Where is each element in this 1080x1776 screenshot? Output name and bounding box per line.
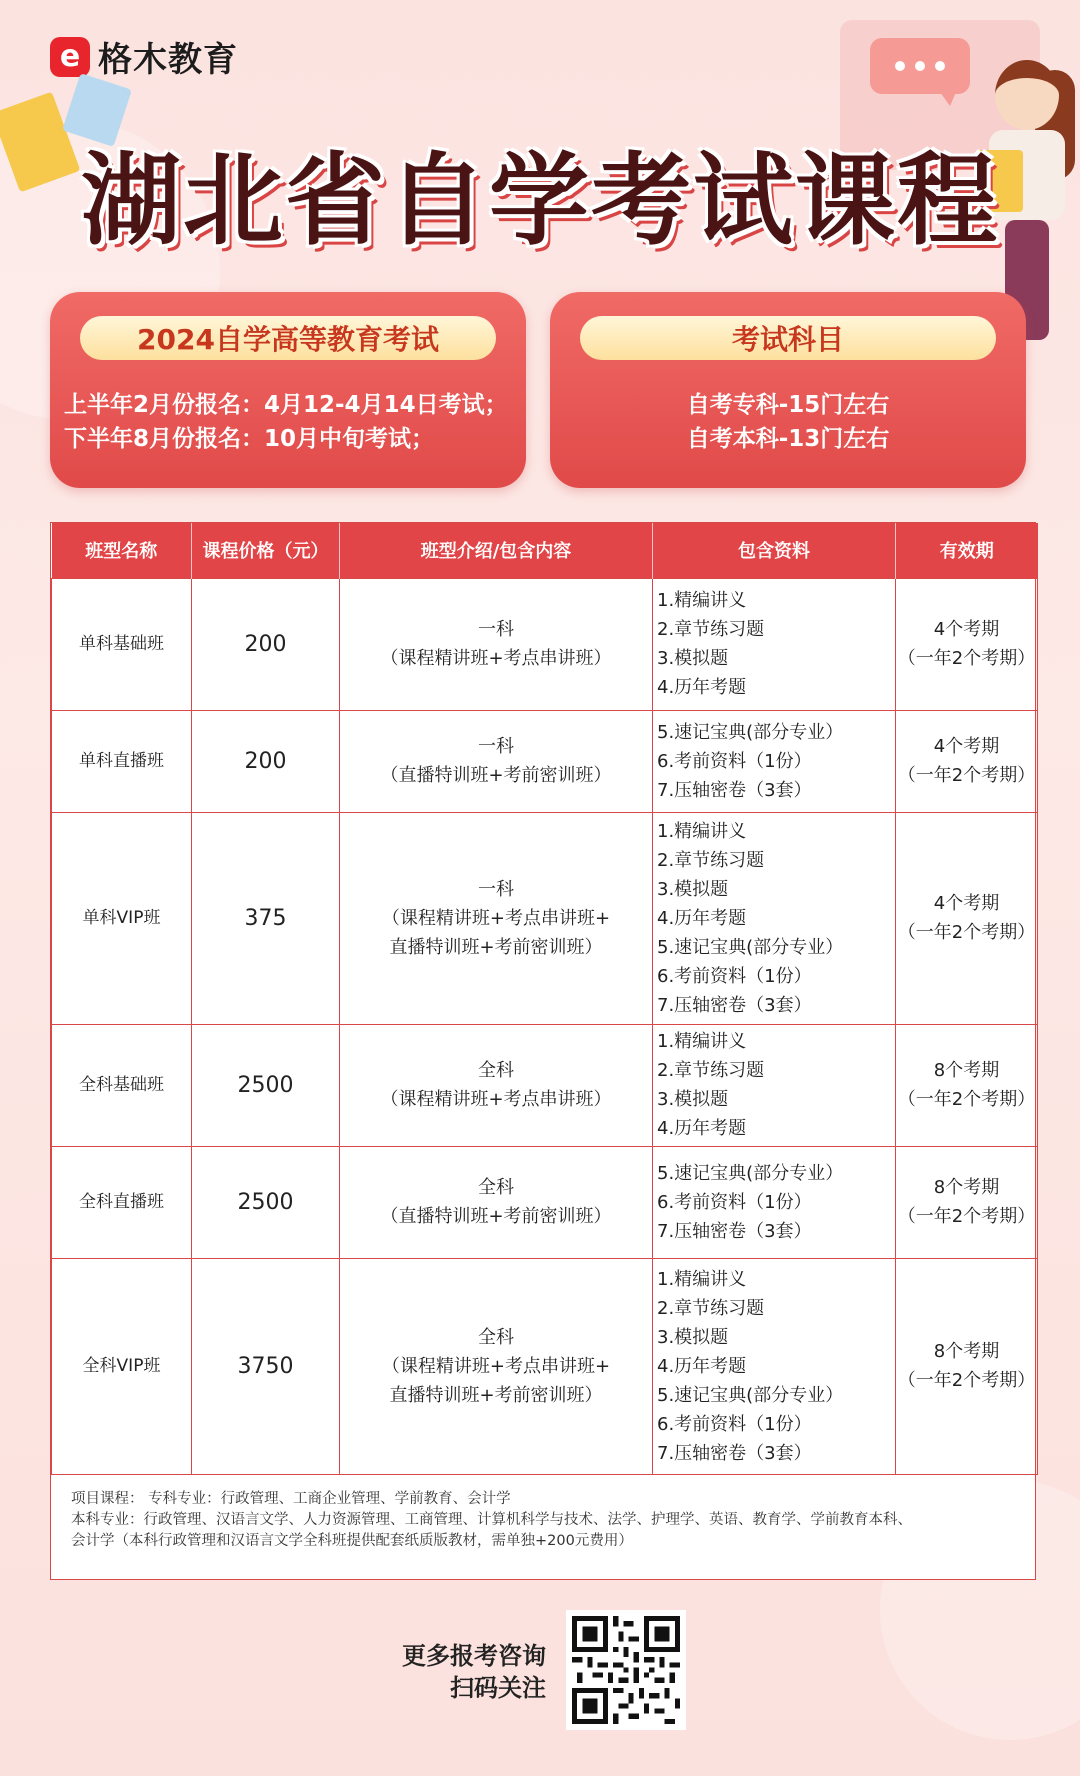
class-name: 单科直播班 — [52, 710, 192, 812]
class-description: 一科 （课程精讲班+考点串讲班+ 直播特训班+考前密训班） — [340, 812, 653, 1024]
chat-bubble-icon — [870, 38, 970, 94]
exam-subjects-card — [550, 292, 1026, 488]
table-row — [52, 1258, 1038, 1474]
class-validity: 8个考期 （一年2个考期） — [896, 1258, 1038, 1474]
class-name: 单科基础班 — [52, 578, 192, 710]
qr-code[interactable] — [566, 1610, 686, 1730]
brand-name: 格木教育 — [98, 40, 238, 80]
header-class-name: 班型名称 — [52, 523, 192, 578]
class-price: 2500 — [192, 1146, 340, 1258]
logo-icon: e — [50, 37, 90, 77]
table-header-row — [52, 523, 1038, 578]
exam-subjects-heading: 考试科目 — [580, 316, 996, 360]
table-row — [52, 1024, 1038, 1146]
class-validity: 4个考期 （一年2个考期） — [896, 578, 1038, 710]
class-price: 200 — [192, 578, 340, 710]
exam-schedule-card — [50, 292, 526, 488]
class-materials: 1.精编讲义 2.章节练习题 3.模拟题 4.历年考题 5.速记宝典(部分专业） 6.考前资料（1份） 7.压轴密卷（3套） — [653, 812, 896, 1024]
footer-scan-text: 扫码关注 — [450, 1674, 546, 1702]
header-price: 课程价格（元） — [192, 523, 340, 578]
class-description: 全科 （课程精讲班+考点串讲班+ 直播特训班+考前密训班） — [340, 1258, 653, 1474]
class-materials: 1.精编讲义 2.章节练习题 3.模拟题 4.历年考题 — [653, 1024, 896, 1146]
class-price: 375 — [192, 812, 340, 1024]
table-row — [52, 710, 1038, 812]
page-title: 湖北省自学考试课程 — [81, 142, 999, 259]
class-price: 3750 — [192, 1258, 340, 1474]
header-validity: 有效期 — [896, 523, 1038, 578]
class-validity: 4个考期 （一年2个考期） — [896, 812, 1038, 1024]
table-row — [52, 812, 1038, 1024]
class-materials: 5.速记宝典(部分专业） 6.考前资料（1份） 7.压轴密卷（3套） — [653, 1146, 896, 1258]
header-description: 班型介绍/包含内容 — [340, 523, 653, 578]
class-name: 全科直播班 — [52, 1146, 192, 1258]
course-table — [50, 522, 1036, 1580]
table-row — [52, 1146, 1038, 1258]
class-description: 一科 （课程精讲班+考点串讲班） — [340, 578, 653, 710]
brand-logo[interactable] — [50, 32, 238, 81]
class-materials: 1.精编讲义 2.章节练习题 3.模拟题 4.历年考题 5.速记宝典(部分专业） 6.考前资料（1份） 7.压轴密卷（3套） — [653, 1258, 896, 1474]
program-notes — [51, 1475, 1035, 1582]
exam-schedule-second-half: 下半年8月份报名：10月中旬考试； — [64, 426, 435, 452]
footer-consult-text: 更多报考咨询 — [402, 1642, 546, 1670]
class-materials: 1.精编讲义 2.章节练习题 3.模拟题 4.历年考题 — [653, 578, 896, 710]
class-name: 全科VIP班 — [52, 1258, 192, 1474]
footer-cta — [390, 1640, 546, 1704]
class-validity: 8个考期 （一年2个考期） — [896, 1024, 1038, 1146]
notes-line: 本科专业：行政管理、汉语言文学、人力资源管理、工商管理、计算机科学与技术、法学、护理学、英语、教育学、学前教育本科、 — [71, 1511, 912, 1528]
table-row — [52, 578, 1038, 710]
exam-schedule-heading: 2024自学高等教育考试 — [80, 316, 496, 360]
class-price: 200 — [192, 710, 340, 812]
class-materials: 5.速记宝典(部分专业） 6.考前资料（1份） 7.压轴密卷（3套） — [653, 710, 896, 812]
class-description: 一科 （直播特训班+考前密训班） — [340, 710, 653, 812]
qr-code-icon — [572, 1616, 680, 1724]
class-price: 2500 — [192, 1024, 340, 1146]
class-validity: 4个考期 （一年2个考期） — [896, 710, 1038, 812]
notes-line: 会计学（本科行政管理和汉语言文学全科班提供配套纸质版教材，需单独+200元费用） — [71, 1532, 633, 1549]
header-materials: 包含资料 — [653, 523, 896, 578]
class-description: 全科 （直播特训班+考前密训班） — [340, 1146, 653, 1258]
exam-schedule-first-half: 上半年2月份报名：4月12-4月14日考试； — [64, 392, 508, 418]
class-name: 单科VIP班 — [52, 812, 192, 1024]
class-description: 全科 （课程精讲班+考点串讲班） — [340, 1024, 653, 1146]
exam-subjects-junior: 自考专科-15门左右 — [686, 392, 890, 418]
class-validity: 8个考期 （一年2个考期） — [896, 1146, 1038, 1258]
exam-subjects-bachelor: 自考本科-13门左右 — [686, 426, 890, 452]
class-name: 全科基础班 — [52, 1024, 192, 1146]
notes-line: 项目课程： 专科专业：行政管理、工商企业管理、学前教育、会计学 — [71, 1490, 511, 1507]
